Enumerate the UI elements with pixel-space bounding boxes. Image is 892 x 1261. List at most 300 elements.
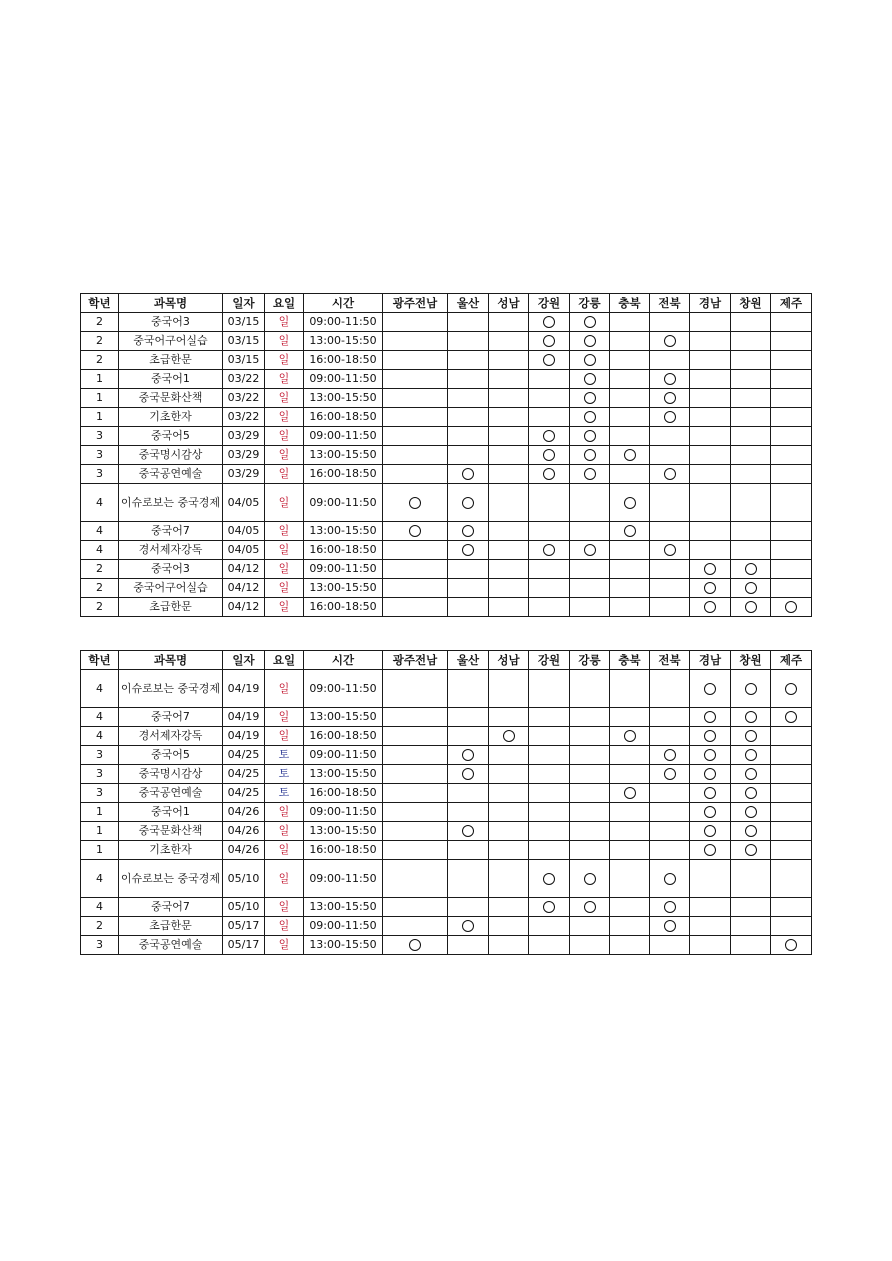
region-cell-gangwon bbox=[529, 936, 570, 955]
circle-mark-icon bbox=[745, 582, 757, 594]
region-cell-changwon bbox=[731, 727, 771, 746]
region-cell-gangwon bbox=[529, 841, 570, 860]
course-cell: 중국공연예술 bbox=[119, 465, 223, 484]
date-cell: 03/15 bbox=[223, 351, 265, 370]
region-cell-gangwon bbox=[529, 332, 570, 351]
circle-mark-icon bbox=[745, 806, 757, 818]
time-cell: 09:00-11:50 bbox=[304, 917, 383, 936]
region-cell-changwon bbox=[731, 841, 771, 860]
circle-mark-icon bbox=[584, 449, 596, 461]
region-cell-chungbuk bbox=[610, 313, 650, 332]
time-cell: 13:00-15:50 bbox=[304, 446, 383, 465]
region-cell-chungbuk bbox=[610, 446, 650, 465]
region-cell-gyeongnam bbox=[690, 708, 731, 727]
grade-cell: 3 bbox=[81, 746, 119, 765]
region-cell-gangneung bbox=[570, 936, 610, 955]
region-cell-changwon bbox=[731, 484, 771, 522]
region-cell-jeonbuk bbox=[650, 408, 690, 427]
circle-mark-icon bbox=[704, 768, 716, 780]
table-row bbox=[81, 332, 812, 351]
course-cell: 초급한문 bbox=[119, 917, 223, 936]
region-cell-ulsan bbox=[448, 898, 489, 917]
date-cell: 04/26 bbox=[223, 841, 265, 860]
region-cell-jeonbuk bbox=[650, 446, 690, 465]
course-cell: 중국어1 bbox=[119, 803, 223, 822]
region-cell-gangneung bbox=[570, 841, 610, 860]
region-cell-ulsan bbox=[448, 389, 489, 408]
region-cell-ulsan bbox=[448, 708, 489, 727]
date-cell: 03/22 bbox=[223, 370, 265, 389]
region-cell-jeju bbox=[771, 784, 812, 803]
region-cell-chungbuk bbox=[610, 579, 650, 598]
region-cell-jeonbuk bbox=[650, 670, 690, 708]
circle-mark-icon bbox=[745, 749, 757, 761]
circle-mark-icon bbox=[409, 497, 421, 509]
circle-mark-icon bbox=[664, 373, 676, 385]
column-header: 일자 bbox=[223, 294, 265, 313]
region-cell-chungbuk bbox=[610, 598, 650, 617]
table-row bbox=[81, 708, 812, 727]
course-cell: 이슈로보는 중국경제 bbox=[119, 860, 223, 898]
column-header: 요일 bbox=[265, 651, 304, 670]
time-cell: 13:00-15:50 bbox=[304, 389, 383, 408]
table-row bbox=[81, 598, 812, 617]
circle-mark-icon bbox=[584, 901, 596, 913]
region-cell-jeonbuk bbox=[650, 822, 690, 841]
region-cell-chungbuk bbox=[610, 936, 650, 955]
region-cell-gwangju-jeonnam bbox=[383, 465, 448, 484]
course-cell: 이슈로보는 중국경제 bbox=[119, 670, 223, 708]
day-cell: 일 bbox=[265, 408, 304, 427]
circle-mark-icon bbox=[543, 335, 555, 347]
circle-mark-icon bbox=[543, 468, 555, 480]
column-header: 경남 bbox=[690, 294, 731, 313]
region-cell-ulsan bbox=[448, 465, 489, 484]
region-cell-jeonbuk bbox=[650, 598, 690, 617]
date-cell: 04/05 bbox=[223, 522, 265, 541]
circle-mark-icon bbox=[462, 920, 474, 932]
region-cell-gangneung bbox=[570, 727, 610, 746]
region-cell-jeonbuk bbox=[650, 313, 690, 332]
region-cell-gangneung bbox=[570, 370, 610, 389]
grade-cell: 2 bbox=[81, 332, 119, 351]
grade-cell: 1 bbox=[81, 841, 119, 860]
region-cell-gwangju-jeonnam bbox=[383, 841, 448, 860]
time-cell: 16:00-18:50 bbox=[304, 598, 383, 617]
region-cell-seongnam bbox=[489, 860, 529, 898]
course-cell: 중국어7 bbox=[119, 898, 223, 917]
column-header: 울산 bbox=[448, 651, 489, 670]
region-cell-seongnam bbox=[489, 765, 529, 784]
date-cell: 03/29 bbox=[223, 427, 265, 446]
circle-mark-icon bbox=[462, 825, 474, 837]
header-row bbox=[81, 294, 812, 313]
region-cell-jeju bbox=[771, 708, 812, 727]
region-cell-gangneung bbox=[570, 408, 610, 427]
region-cell-chungbuk bbox=[610, 351, 650, 370]
region-cell-chungbuk bbox=[610, 841, 650, 860]
region-cell-gangwon bbox=[529, 522, 570, 541]
table-row bbox=[81, 484, 812, 522]
region-cell-jeju bbox=[771, 936, 812, 955]
region-cell-gangwon bbox=[529, 670, 570, 708]
time-cell: 16:00-18:50 bbox=[304, 465, 383, 484]
region-cell-ulsan bbox=[448, 670, 489, 708]
region-cell-chungbuk bbox=[610, 560, 650, 579]
region-cell-gwangju-jeonnam bbox=[383, 370, 448, 389]
course-cell: 중국어7 bbox=[119, 522, 223, 541]
circle-mark-icon bbox=[664, 544, 676, 556]
course-cell: 중국어7 bbox=[119, 708, 223, 727]
table-row bbox=[81, 670, 812, 708]
region-cell-gyeongnam bbox=[690, 579, 731, 598]
circle-mark-icon bbox=[624, 787, 636, 799]
date-cell: 03/22 bbox=[223, 408, 265, 427]
circle-mark-icon bbox=[624, 525, 636, 537]
day-cell: 일 bbox=[265, 727, 304, 746]
circle-mark-icon bbox=[664, 920, 676, 932]
region-cell-ulsan bbox=[448, 917, 489, 936]
circle-mark-icon bbox=[503, 730, 515, 742]
circle-mark-icon bbox=[543, 430, 555, 442]
region-cell-chungbuk bbox=[610, 522, 650, 541]
region-cell-ulsan bbox=[448, 746, 489, 765]
circle-mark-icon bbox=[785, 683, 797, 695]
time-cell: 09:00-11:50 bbox=[304, 484, 383, 522]
date-cell: 04/12 bbox=[223, 579, 265, 598]
circle-mark-icon bbox=[704, 844, 716, 856]
table-row bbox=[81, 370, 812, 389]
region-cell-seongnam bbox=[489, 579, 529, 598]
region-cell-gwangju-jeonnam bbox=[383, 351, 448, 370]
region-cell-gyeongnam bbox=[690, 560, 731, 579]
region-cell-seongnam bbox=[489, 389, 529, 408]
circle-mark-icon bbox=[745, 844, 757, 856]
course-cell: 중국어3 bbox=[119, 560, 223, 579]
day-cell: 토 bbox=[265, 784, 304, 803]
region-cell-chungbuk bbox=[610, 822, 650, 841]
circle-mark-icon bbox=[664, 768, 676, 780]
region-cell-gangwon bbox=[529, 408, 570, 427]
region-cell-changwon bbox=[731, 427, 771, 446]
column-header: 학년 bbox=[81, 294, 119, 313]
region-cell-jeju bbox=[771, 484, 812, 522]
day-cell: 일 bbox=[265, 560, 304, 579]
region-cell-jeju bbox=[771, 408, 812, 427]
time-cell: 09:00-11:50 bbox=[304, 803, 383, 822]
circle-mark-icon bbox=[584, 468, 596, 480]
region-cell-gwangju-jeonnam bbox=[383, 746, 448, 765]
circle-mark-icon bbox=[704, 563, 716, 575]
column-header: 강원 bbox=[529, 294, 570, 313]
region-cell-ulsan bbox=[448, 332, 489, 351]
circle-mark-icon bbox=[785, 601, 797, 613]
grade-cell: 4 bbox=[81, 541, 119, 560]
table-row bbox=[81, 541, 812, 560]
region-cell-gangneung bbox=[570, 860, 610, 898]
region-cell-chungbuk bbox=[610, 708, 650, 727]
region-cell-gangwon bbox=[529, 708, 570, 727]
region-cell-jeonbuk bbox=[650, 541, 690, 560]
region-cell-seongnam bbox=[489, 370, 529, 389]
region-cell-changwon bbox=[731, 708, 771, 727]
region-cell-jeju bbox=[771, 465, 812, 484]
course-cell: 중국어구어실습 bbox=[119, 332, 223, 351]
region-cell-jeonbuk bbox=[650, 560, 690, 579]
date-cell: 05/17 bbox=[223, 917, 265, 936]
course-cell: 기초한자 bbox=[119, 408, 223, 427]
region-cell-gwangju-jeonnam bbox=[383, 670, 448, 708]
grade-cell: 1 bbox=[81, 803, 119, 822]
grade-cell: 2 bbox=[81, 560, 119, 579]
time-cell: 16:00-18:50 bbox=[304, 541, 383, 560]
region-cell-gangwon bbox=[529, 465, 570, 484]
region-cell-gangwon bbox=[529, 579, 570, 598]
region-cell-gangwon bbox=[529, 917, 570, 936]
grade-cell: 2 bbox=[81, 598, 119, 617]
table-row bbox=[81, 313, 812, 332]
region-cell-gwangju-jeonnam bbox=[383, 803, 448, 822]
region-cell-gangneung bbox=[570, 746, 610, 765]
circle-mark-icon bbox=[543, 316, 555, 328]
circle-mark-icon bbox=[624, 730, 636, 742]
date-cell: 04/25 bbox=[223, 765, 265, 784]
region-cell-gangneung bbox=[570, 803, 610, 822]
column-header: 광주전남 bbox=[383, 651, 448, 670]
region-cell-jeju bbox=[771, 370, 812, 389]
region-cell-jeonbuk bbox=[650, 484, 690, 522]
course-cell: 중국어구어실습 bbox=[119, 579, 223, 598]
region-cell-gyeongnam bbox=[690, 427, 731, 446]
grade-cell: 4 bbox=[81, 484, 119, 522]
circle-mark-icon bbox=[704, 749, 716, 761]
table-row bbox=[81, 446, 812, 465]
region-cell-jeonbuk bbox=[650, 917, 690, 936]
region-cell-chungbuk bbox=[610, 860, 650, 898]
region-cell-gyeongnam bbox=[690, 484, 731, 522]
table-row bbox=[81, 917, 812, 936]
circle-mark-icon bbox=[664, 392, 676, 404]
region-cell-ulsan bbox=[448, 541, 489, 560]
course-cell: 경서제자강독 bbox=[119, 727, 223, 746]
region-cell-gangneung bbox=[570, 389, 610, 408]
grade-cell: 2 bbox=[81, 351, 119, 370]
region-cell-gyeongnam bbox=[690, 841, 731, 860]
region-cell-jeju bbox=[771, 765, 812, 784]
circle-mark-icon bbox=[584, 430, 596, 442]
region-cell-ulsan bbox=[448, 560, 489, 579]
circle-mark-icon bbox=[462, 468, 474, 480]
circle-mark-icon bbox=[704, 825, 716, 837]
region-cell-gwangju-jeonnam bbox=[383, 560, 448, 579]
circle-mark-icon bbox=[409, 525, 421, 537]
circle-mark-icon bbox=[704, 582, 716, 594]
region-cell-changwon bbox=[731, 765, 771, 784]
circle-mark-icon bbox=[624, 449, 636, 461]
region-cell-gyeongnam bbox=[690, 727, 731, 746]
region-cell-gangneung bbox=[570, 541, 610, 560]
region-cell-gangwon bbox=[529, 765, 570, 784]
table-row bbox=[81, 936, 812, 955]
region-cell-gyeongnam bbox=[690, 917, 731, 936]
region-cell-jeonbuk bbox=[650, 389, 690, 408]
time-cell: 13:00-15:50 bbox=[304, 579, 383, 598]
region-cell-chungbuk bbox=[610, 917, 650, 936]
circle-mark-icon bbox=[664, 411, 676, 423]
date-cell: 04/26 bbox=[223, 803, 265, 822]
region-cell-seongnam bbox=[489, 598, 529, 617]
region-cell-gangwon bbox=[529, 313, 570, 332]
circle-mark-icon bbox=[409, 939, 421, 951]
region-cell-seongnam bbox=[489, 484, 529, 522]
region-cell-gangneung bbox=[570, 670, 610, 708]
region-cell-gyeongnam bbox=[690, 370, 731, 389]
day-cell: 일 bbox=[265, 351, 304, 370]
region-cell-jeju bbox=[771, 427, 812, 446]
region-cell-jeju bbox=[771, 446, 812, 465]
region-cell-gwangju-jeonnam bbox=[383, 822, 448, 841]
region-cell-gangwon bbox=[529, 598, 570, 617]
grade-cell: 4 bbox=[81, 522, 119, 541]
region-cell-jeju bbox=[771, 746, 812, 765]
date-cell: 05/10 bbox=[223, 898, 265, 917]
circle-mark-icon bbox=[664, 873, 676, 885]
column-header: 울산 bbox=[448, 294, 489, 313]
region-cell-chungbuk bbox=[610, 784, 650, 803]
time-cell: 13:00-15:50 bbox=[304, 765, 383, 784]
grade-cell: 3 bbox=[81, 936, 119, 955]
circle-mark-icon bbox=[745, 711, 757, 723]
table-row bbox=[81, 765, 812, 784]
region-cell-gwangju-jeonnam bbox=[383, 446, 448, 465]
region-cell-changwon bbox=[731, 313, 771, 332]
circle-mark-icon bbox=[462, 525, 474, 537]
time-cell: 09:00-11:50 bbox=[304, 670, 383, 708]
column-header: 시간 bbox=[304, 651, 383, 670]
column-header: 경남 bbox=[690, 651, 731, 670]
day-cell: 일 bbox=[265, 598, 304, 617]
region-cell-jeju bbox=[771, 541, 812, 560]
day-cell: 일 bbox=[265, 708, 304, 727]
region-cell-ulsan bbox=[448, 351, 489, 370]
region-cell-gwangju-jeonnam bbox=[383, 727, 448, 746]
circle-mark-icon bbox=[462, 749, 474, 761]
region-cell-ulsan bbox=[448, 598, 489, 617]
region-cell-gwangju-jeonnam bbox=[383, 579, 448, 598]
grade-cell: 3 bbox=[81, 446, 119, 465]
region-cell-gwangju-jeonnam bbox=[383, 765, 448, 784]
circle-mark-icon bbox=[584, 411, 596, 423]
circle-mark-icon bbox=[462, 768, 474, 780]
region-cell-jeonbuk bbox=[650, 427, 690, 446]
region-cell-gangneung bbox=[570, 708, 610, 727]
day-cell: 일 bbox=[265, 313, 304, 332]
date-cell: 03/29 bbox=[223, 465, 265, 484]
course-cell: 중국공연예술 bbox=[119, 784, 223, 803]
circle-mark-icon bbox=[704, 601, 716, 613]
region-cell-ulsan bbox=[448, 370, 489, 389]
column-header: 제주 bbox=[771, 651, 812, 670]
region-cell-gwangju-jeonnam bbox=[383, 313, 448, 332]
region-cell-jeju bbox=[771, 670, 812, 708]
region-cell-jeju bbox=[771, 727, 812, 746]
circle-mark-icon bbox=[745, 787, 757, 799]
column-header: 충북 bbox=[610, 651, 650, 670]
region-cell-chungbuk bbox=[610, 727, 650, 746]
region-cell-jeju bbox=[771, 860, 812, 898]
date-cell: 04/19 bbox=[223, 670, 265, 708]
table-row bbox=[81, 427, 812, 446]
region-cell-ulsan bbox=[448, 841, 489, 860]
region-cell-gwangju-jeonnam bbox=[383, 898, 448, 917]
day-cell: 일 bbox=[265, 332, 304, 351]
region-cell-gangwon bbox=[529, 746, 570, 765]
column-header: 성남 bbox=[489, 294, 529, 313]
time-cell: 16:00-18:50 bbox=[304, 841, 383, 860]
course-cell: 이슈로보는 중국경제 bbox=[119, 484, 223, 522]
column-header: 전북 bbox=[650, 651, 690, 670]
region-cell-gangneung bbox=[570, 484, 610, 522]
circle-mark-icon bbox=[664, 468, 676, 480]
region-cell-gyeongnam bbox=[690, 389, 731, 408]
region-cell-seongnam bbox=[489, 898, 529, 917]
region-cell-seongnam bbox=[489, 917, 529, 936]
region-cell-chungbuk bbox=[610, 484, 650, 522]
day-cell: 일 bbox=[265, 370, 304, 389]
circle-mark-icon bbox=[462, 497, 474, 509]
day-cell: 일 bbox=[265, 579, 304, 598]
region-cell-changwon bbox=[731, 370, 771, 389]
course-cell: 중국문화산책 bbox=[119, 822, 223, 841]
region-cell-ulsan bbox=[448, 484, 489, 522]
region-cell-changwon bbox=[731, 465, 771, 484]
column-header: 요일 bbox=[265, 294, 304, 313]
region-cell-jeju bbox=[771, 332, 812, 351]
region-cell-gangneung bbox=[570, 446, 610, 465]
region-cell-gyeongnam bbox=[690, 670, 731, 708]
header-row bbox=[81, 651, 812, 670]
region-cell-jeonbuk bbox=[650, 898, 690, 917]
region-cell-changwon bbox=[731, 389, 771, 408]
table-row bbox=[81, 389, 812, 408]
region-cell-chungbuk bbox=[610, 370, 650, 389]
table-row bbox=[81, 784, 812, 803]
region-cell-gangwon bbox=[529, 822, 570, 841]
region-cell-chungbuk bbox=[610, 898, 650, 917]
region-cell-gangneung bbox=[570, 579, 610, 598]
region-cell-jeonbuk bbox=[650, 370, 690, 389]
circle-mark-icon bbox=[543, 873, 555, 885]
region-cell-gangwon bbox=[529, 351, 570, 370]
day-cell: 일 bbox=[265, 670, 304, 708]
day-cell: 일 bbox=[265, 898, 304, 917]
course-cell: 기초한자 bbox=[119, 841, 223, 860]
grade-cell: 3 bbox=[81, 765, 119, 784]
day-cell: 일 bbox=[265, 427, 304, 446]
region-cell-gwangju-jeonnam bbox=[383, 708, 448, 727]
region-cell-changwon bbox=[731, 822, 771, 841]
circle-mark-icon bbox=[704, 730, 716, 742]
day-cell: 일 bbox=[265, 936, 304, 955]
course-cell: 중국어3 bbox=[119, 313, 223, 332]
column-header: 학년 bbox=[81, 651, 119, 670]
schedule-table-2 bbox=[80, 650, 812, 955]
region-cell-gyeongnam bbox=[690, 446, 731, 465]
region-cell-changwon bbox=[731, 860, 771, 898]
region-cell-jeonbuk bbox=[650, 784, 690, 803]
region-cell-changwon bbox=[731, 522, 771, 541]
region-cell-jeonbuk bbox=[650, 579, 690, 598]
